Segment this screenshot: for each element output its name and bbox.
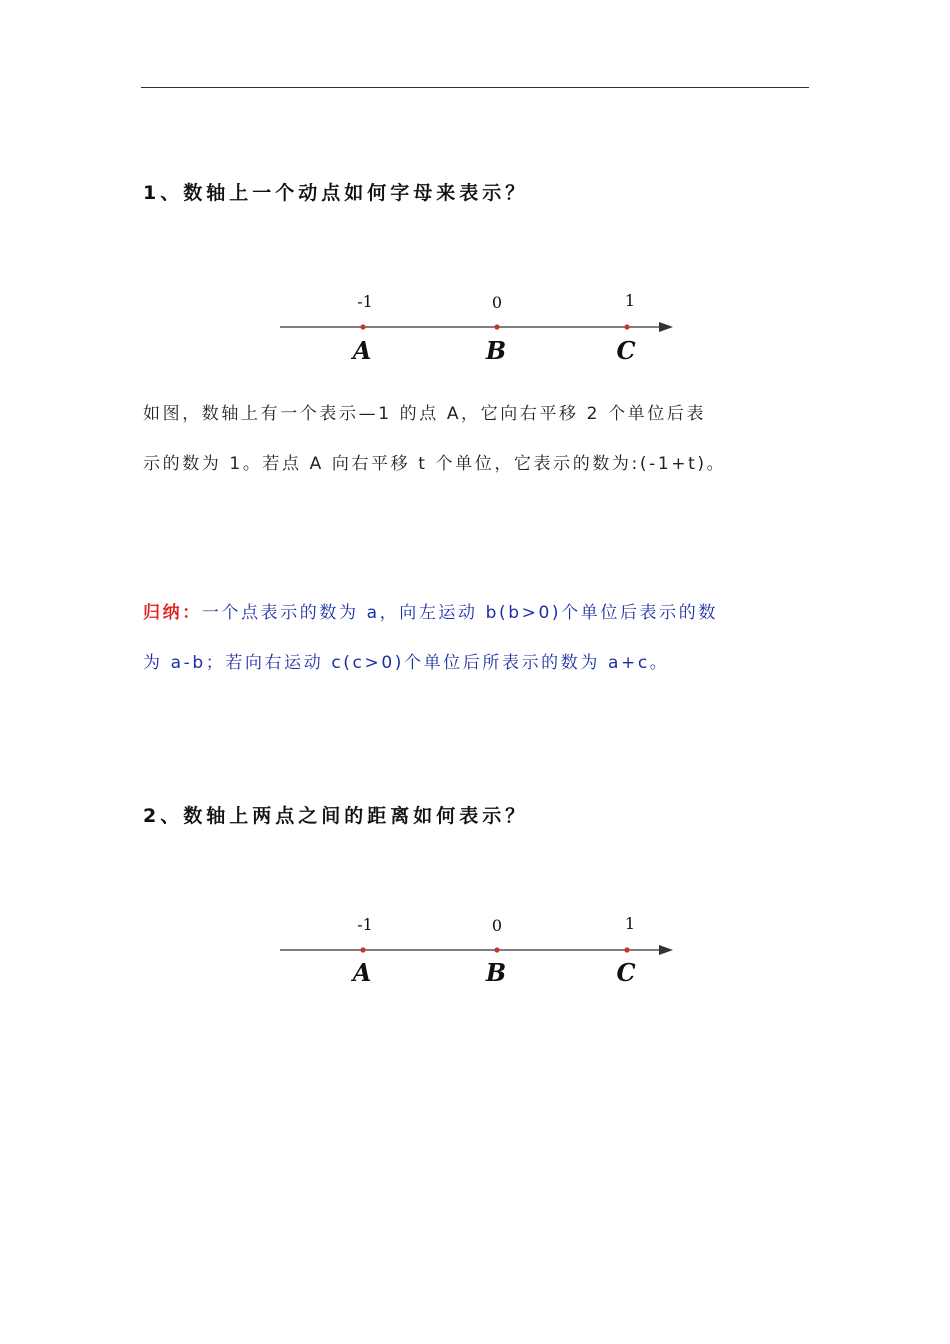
summary-text: 一个点表示的数为 a，向左运动 b(b>0)个单位后表示的数 <box>201 603 718 623</box>
paragraph-line: 如图，数轴上有一个表示—1 的点 A，它向右平移 2 个单位后表 <box>143 404 707 424</box>
point-a-dot <box>360 324 365 329</box>
number-line-2 <box>275 908 685 998</box>
point-b-dot <box>494 947 499 952</box>
tick-label-b: 0 <box>491 916 503 935</box>
point-label-b: B <box>485 958 507 987</box>
point-c-dot <box>624 324 629 329</box>
point-label-a: A <box>352 336 372 365</box>
point-label-b: B <box>485 336 507 365</box>
tick-label-a: -1 <box>357 915 373 934</box>
tick-label-b: 0 <box>491 293 503 312</box>
section2-heading: 2、数轴上两点之间的距离如何表示？ <box>143 805 529 827</box>
section1-paragraph <box>143 389 803 489</box>
axis-arrow-icon <box>659 322 673 332</box>
point-b-dot <box>494 324 499 329</box>
summary-label: 归纳： <box>143 603 202 623</box>
point-c-dot <box>624 947 629 952</box>
number-line-1 <box>275 285 685 375</box>
point-label-a: A <box>352 958 372 987</box>
tick-label-c: 1 <box>624 291 636 310</box>
point-label-c: C <box>616 958 636 987</box>
tick-label-a: -1 <box>357 292 373 311</box>
tick-label-c: 1 <box>624 914 636 933</box>
section1-heading: 1、数轴上一个动点如何字母来表示？ <box>143 182 529 204</box>
summary-block <box>143 588 803 688</box>
paragraph-line: 示的数为 1。若点 A 向右平移 t 个单位，它表示的数为:(-1+t)。 <box>143 454 727 474</box>
axis-arrow-icon <box>659 945 673 955</box>
summary-text: 为 a-b；若向右运动 c(c>0)个单位后所表示的数为 a+c。 <box>143 653 670 673</box>
header-rule <box>141 87 809 88</box>
point-label-c: C <box>616 336 636 365</box>
point-a-dot <box>360 947 365 952</box>
